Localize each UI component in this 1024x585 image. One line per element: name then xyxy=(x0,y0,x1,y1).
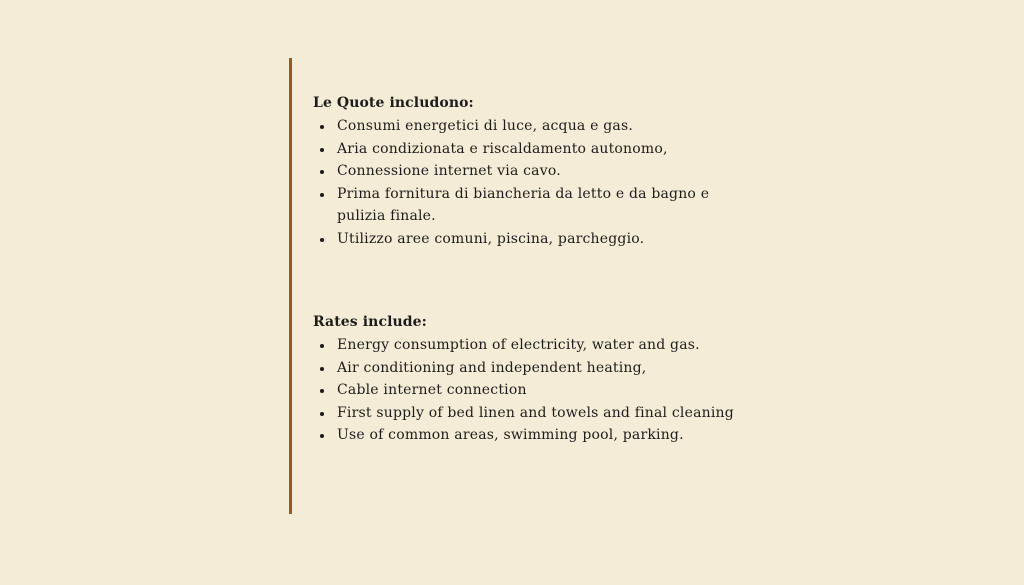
list-item: Consumi energetici di luce, acqua e gas. xyxy=(313,115,753,138)
english-included-list xyxy=(313,334,753,447)
list-item: Air conditioning and independent heating, xyxy=(313,357,753,380)
italian-rates-section xyxy=(313,93,753,250)
list-item: First supply of bed linen and towels and final cleaning xyxy=(313,402,753,425)
list-item: Cable internet connection xyxy=(313,379,753,402)
english-heading: Rates include: xyxy=(313,314,427,330)
italian-included-list xyxy=(313,115,753,250)
list-item: Aria condizionata e riscaldamento autonomo, xyxy=(313,138,753,161)
list-item: Utilizzo aree comuni, piscina, parcheggio. xyxy=(313,228,753,251)
list-item: Connessione internet via cavo. xyxy=(313,160,753,183)
english-rates-section xyxy=(313,312,753,447)
list-item: Use of common areas, swimming pool, parking. xyxy=(313,424,753,447)
vertical-divider-line xyxy=(289,58,292,514)
list-item: Prima fornitura di biancheria da letto e da bagno e pulizia finale. xyxy=(313,183,753,228)
list-item: Energy consumption of electricity, water and gas. xyxy=(313,334,753,357)
italian-heading: Le Quote includono: xyxy=(313,95,474,111)
